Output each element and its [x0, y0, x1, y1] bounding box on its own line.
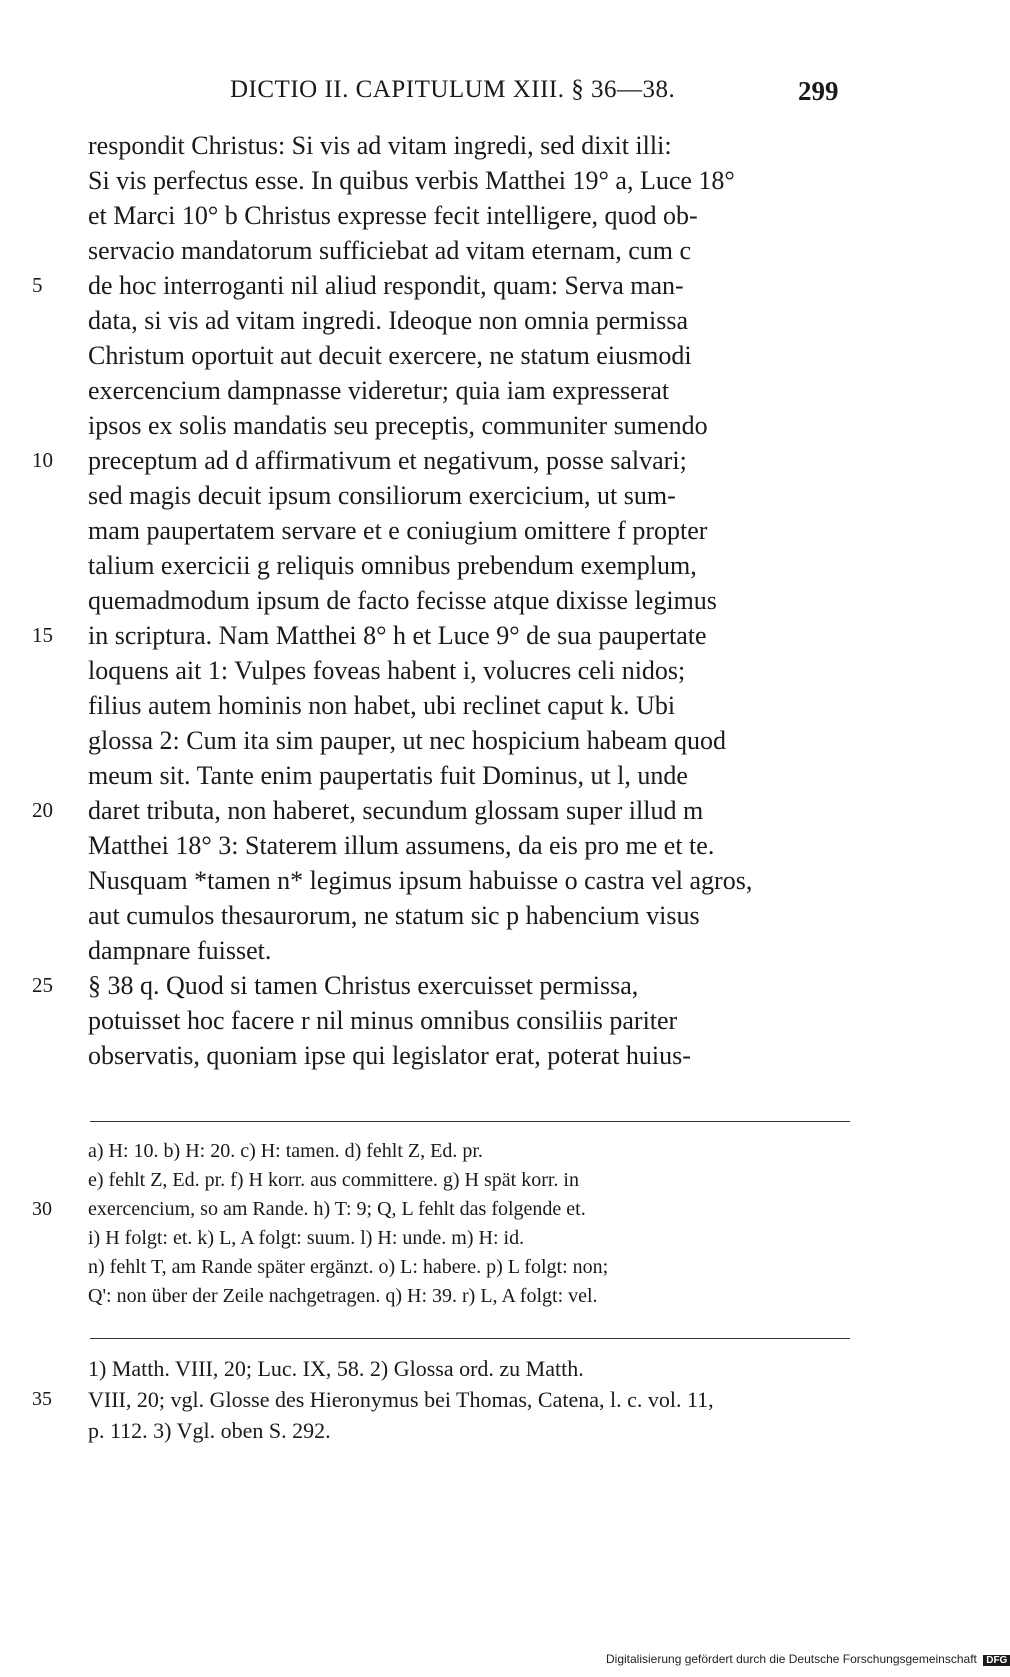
source-note-line: [88, 1415, 852, 1446]
text-line: [32, 443, 852, 478]
main-text: [32, 128, 852, 1073]
text-line-text: Christum oportuit aut decuit exercere, ne statum eiusmodi: [88, 341, 692, 370]
apparatus-line: [32, 1195, 852, 1224]
apparatus-line: [88, 1137, 852, 1166]
text-line: [88, 548, 852, 583]
source-notes-divider: [90, 1338, 850, 1339]
critical-apparatus: [32, 1137, 852, 1311]
text-line-text: sed magis decuit ipsum consiliorum exercicium, ut sum-: [88, 481, 676, 510]
text-line-text: data, si vis ad vitam ingredi. Ideoque non omnia permissa: [88, 306, 689, 335]
apparatus-line: [88, 1282, 852, 1311]
text-line-text: servacio mandatorum sufficiebat ad vitam eternam, cum c: [88, 236, 692, 265]
text-line-text: loquens ait 1: Vulpes foveas habent i, volucres celi nidos;: [88, 656, 686, 685]
text-line: [32, 268, 852, 303]
text-line-text: § 38 q. Quod si tamen Christus exercuisset permissa,: [88, 971, 639, 1000]
text-line-text: talium exercicii g reliquis omnibus prebendum exemplum,: [88, 551, 697, 580]
text-line-text: exercencium dampnasse videretur; quia iam expresserat: [88, 376, 670, 405]
text-line-text: quemadmodum ipsum de facto fecisse atque dixisse legimus: [88, 586, 717, 615]
source-note-line: [88, 1353, 852, 1384]
text-line-text: respondit Christus: Si vis ad vitam ingredi, sed dixit illi:: [88, 131, 672, 160]
apparatus-line-text: a) H: 10. b) H: 20. c) H: tamen. d) fehlt Z, Ed. pr.: [88, 1140, 483, 1162]
text-line: [88, 933, 852, 968]
text-line: [88, 478, 852, 513]
text-line-text: de hoc interroganti nil aliud respondit, quam: Serva man-: [88, 271, 684, 300]
apparatus-line-text: e) fehlt Z, Ed. pr. f) H korr. aus committere. g) H spät korr. in: [88, 1169, 579, 1191]
running-head: DICTIO II. CAPITULUM XIII. § 36—38.: [230, 76, 676, 103]
text-line-text: et Marci 10° b Christus expresse fecit intelligere, quod ob-: [88, 201, 698, 230]
text-line: [88, 373, 852, 408]
page-number: 299: [798, 76, 839, 106]
text-line-text: Matthei 18° 3: Staterem illum assumens, da eis pro me et te.: [88, 831, 715, 860]
apparatus-line: [88, 1166, 852, 1195]
text-line: [88, 723, 852, 758]
text-line-text: in scriptura. Nam Matthei 8° h et Luce 9° de sua paupertate: [88, 621, 707, 650]
line-number: 30: [32, 1198, 52, 1220]
line-number: 35: [32, 1388, 52, 1410]
source-note-line-text: p. 112. 3) Vgl. oben S. 292.: [88, 1418, 331, 1443]
apparatus-line: [88, 1253, 852, 1282]
text-line: [88, 513, 852, 548]
text-line-text: mam paupertatem servare et e coniugium omittere f propter: [88, 516, 708, 545]
line-number: 5: [32, 273, 43, 297]
dfg-logo: DFG: [983, 1655, 1010, 1666]
text-line: [88, 828, 852, 863]
apparatus-line-text: exercencium, so am Rande. h) T: 9; Q, L fehlt das folgende et.: [88, 1198, 586, 1220]
text-line-text: daret tributa, non haberet, secundum glossam super illud m: [88, 796, 704, 825]
text-line-text: dampnare fuisset.: [88, 936, 272, 965]
apparatus-line-text: i) H folgt: et. k) L, A folgt: suum. l) H: unde. m) H: id.: [88, 1227, 525, 1249]
text-line: [88, 1038, 852, 1073]
apparatus-divider: [90, 1121, 850, 1122]
text-line: [88, 128, 852, 163]
line-number: 25: [32, 973, 53, 997]
apparatus-line-text: n) fehlt T, am Rande später ergänzt. o) L: habere. p) L folgt: non;: [88, 1256, 609, 1278]
credit-text: Digitalisierung gefördert durch die Deutsche Forschungsgemeinschaft: [606, 1652, 977, 1666]
text-line-text: ipsos ex solis mandatis seu preceptis, communiter sumendo: [88, 411, 708, 440]
text-line: [88, 583, 852, 618]
source-note-line: [32, 1384, 852, 1415]
text-line: [88, 408, 852, 443]
text-line-text: filius autem hominis non habet, ubi reclinet caput k. Ubi: [88, 691, 676, 720]
text-line: [88, 653, 852, 688]
source-note-line-text: 1) Matth. VIII, 20; Luc. IX, 58. 2) Glossa ord. zu Matth.: [88, 1356, 584, 1381]
text-line: [32, 618, 852, 653]
digitization-credit: [606, 1652, 1010, 1666]
text-line: [88, 303, 852, 338]
text-line: [32, 968, 852, 1003]
text-line-text: potuisset hoc facere r nil minus omnibus consiliis pariter: [88, 1006, 678, 1035]
text-line-text: preceptum ad d affirmativum et negativum, posse salvari;: [88, 446, 687, 475]
text-line: [88, 863, 852, 898]
text-line-text: meum sit. Tante enim paupertatis fuit Dominus, ut l, unde: [88, 761, 688, 790]
text-line: [88, 1003, 852, 1038]
line-number: 15: [32, 623, 53, 647]
text-line: [32, 793, 852, 828]
text-line-text: Nusquam *tamen n* legimus ipsum habuisse o castra vel agros,: [88, 866, 753, 895]
line-number: 20: [32, 798, 53, 822]
text-line-text: observatis, quoniam ipse qui legislator erat, poterat huius-: [88, 1041, 691, 1070]
text-line-text: aut cumulos thesaurorum, ne statum sic p habencium visus: [88, 901, 700, 930]
line-number: 10: [32, 448, 53, 472]
text-line: [88, 163, 852, 198]
source-notes: [32, 1353, 852, 1446]
apparatus-line-text: Q': non über der Zeile nachgetragen. q) H: 39. r) L, A folgt: vel.: [88, 1285, 598, 1307]
text-line: [88, 688, 852, 723]
text-line: [88, 233, 852, 268]
text-line-text: Si vis perfectus esse. In quibus verbis Matthei 19° a, Luce 18°: [88, 166, 735, 195]
page-header: [0, 76, 1000, 116]
text-line: [88, 338, 852, 373]
text-line: [88, 198, 852, 233]
text-line: [88, 898, 852, 933]
apparatus-line: [88, 1224, 852, 1253]
source-note-line-text: VIII, 20; vgl. Glosse des Hieronymus bei Thomas, Catena, l. c. vol. 11,: [88, 1387, 714, 1412]
text-line: [88, 758, 852, 793]
text-line-text: glossa 2: Cum ita sim pauper, ut nec hospicium habeam quod: [88, 726, 727, 755]
